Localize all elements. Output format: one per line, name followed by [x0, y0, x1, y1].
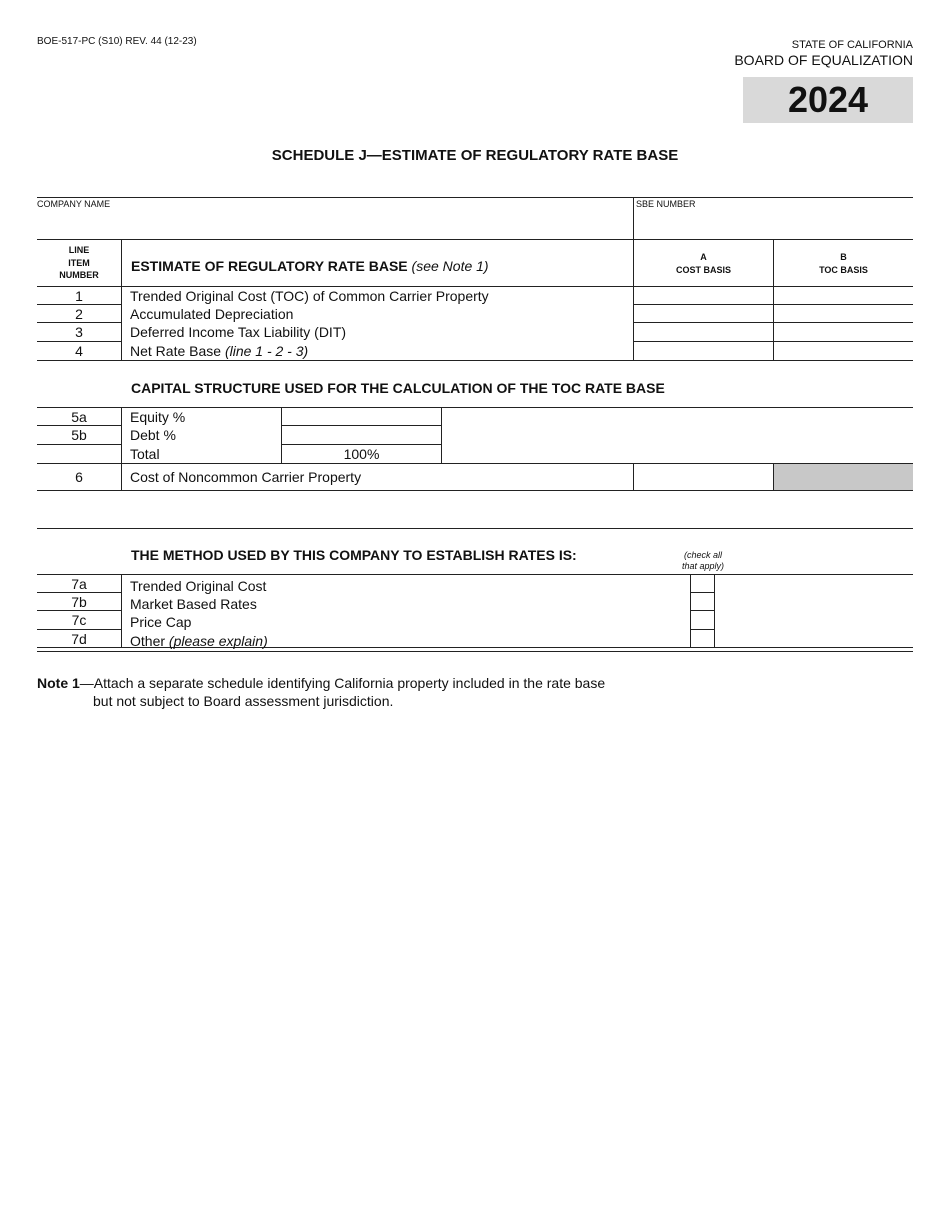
line-label: Net Rate Base (line 1 - 2 - 3) — [130, 343, 309, 359]
line-2-toc-input[interactable] — [774, 305, 913, 322]
line-1-cost-input[interactable] — [634, 287, 773, 304]
rule — [690, 629, 714, 630]
line-label: Trended Original Cost — [130, 578, 267, 594]
rule — [714, 574, 715, 648]
line-label: Cost of Noncommon Carrier Property — [130, 469, 362, 485]
year-box: 2024 — [743, 77, 913, 123]
line-6-cost-input[interactable] — [634, 464, 773, 490]
line-number: 7d — [71, 631, 87, 647]
note-1-continued: but not subject to Board assessment jurisdiction. — [93, 693, 394, 709]
rule — [37, 444, 121, 445]
debt-percent-input[interactable] — [282, 426, 441, 444]
state-label: STATE OF CALIFORNIA — [791, 39, 913, 51]
line-number: 5b — [71, 427, 87, 443]
rule — [37, 239, 913, 240]
rule — [37, 574, 913, 575]
form-id: BOE-517-PC (S10) REV. 44 (12-23) — [37, 36, 197, 47]
line-item-header: LINE ITEM NUMBER — [59, 245, 99, 280]
capital-structure-heading: CAPITAL STRUCTURE USED FOR THE CALCULATION OF THE TOC RATE BASE — [131, 380, 665, 396]
sbe-number-label: SBE NUMBER — [636, 199, 696, 209]
rule — [121, 574, 122, 648]
line-3-cost-input[interactable] — [634, 323, 773, 341]
rule — [690, 574, 691, 648]
line-number: 7c — [71, 612, 87, 628]
line-label: Debt % — [130, 427, 176, 443]
line-number: 6 — [75, 469, 83, 485]
line-3-toc-input[interactable] — [774, 323, 913, 341]
line-number: 1 — [75, 288, 83, 304]
note-1: Note 1—Attach a separate schedule identifying California property included in the rate base — [37, 675, 606, 691]
rate-base-heading: ESTIMATE OF REGULATORY RATE BASE (see Note 1) — [131, 258, 489, 274]
rule — [121, 239, 122, 360]
rule — [121, 407, 122, 490]
line-label: Trended Original Cost (TOC) of Common Carrier Property — [130, 288, 489, 304]
line-2-cost-input[interactable] — [634, 305, 773, 322]
method-heading: THE METHOD USED BY THIS COMPANY TO ESTABLISH RATES IS: — [131, 547, 577, 563]
rule — [37, 490, 913, 491]
agency-label: BOARD OF EQUALIZATION — [734, 52, 913, 68]
check-all-note: (check all that apply) — [681, 550, 725, 571]
line-number: 7b — [71, 594, 87, 610]
rule — [441, 407, 442, 463]
page-title: SCHEDULE J—ESTIMATE OF REGULATORY RATE BASE — [271, 147, 679, 164]
col-a-header: A COST BASIS — [675, 252, 731, 275]
equity-percent-input[interactable] — [282, 408, 441, 425]
rule — [37, 528, 913, 529]
line-label: Market Based Rates — [130, 596, 257, 612]
sbe-number-input[interactable] — [636, 212, 912, 238]
company-name-input[interactable] — [37, 212, 631, 238]
rule — [37, 651, 913, 652]
line-label: Deferred Income Tax Liability (DIT) — [130, 324, 347, 340]
line-4-cost-input[interactable] — [634, 342, 773, 360]
company-name-label: COMPANY NAME — [37, 199, 111, 209]
rule — [690, 592, 714, 593]
line-1-toc-input[interactable] — [774, 287, 913, 304]
col-b-header: B TOC BASIS — [819, 252, 868, 275]
rule — [37, 197, 913, 198]
line-number: 2 — [75, 306, 83, 322]
line-label: Price Cap — [130, 614, 192, 630]
line-label: Other (please explain) — [130, 633, 268, 649]
line-number: 4 — [75, 343, 83, 359]
rule — [690, 610, 714, 611]
line-number: 5a — [71, 409, 87, 425]
line-number: 7a — [71, 576, 87, 592]
line-number: 3 — [75, 324, 83, 340]
shaded-cell — [774, 464, 913, 490]
line-label: Total — [130, 446, 160, 462]
line-label: Equity % — [130, 409, 186, 425]
rule — [37, 360, 913, 361]
total-percent-value: 100% — [343, 446, 380, 462]
line-label: Accumulated Depreciation — [130, 306, 294, 322]
line-4-toc-input[interactable] — [774, 342, 913, 360]
